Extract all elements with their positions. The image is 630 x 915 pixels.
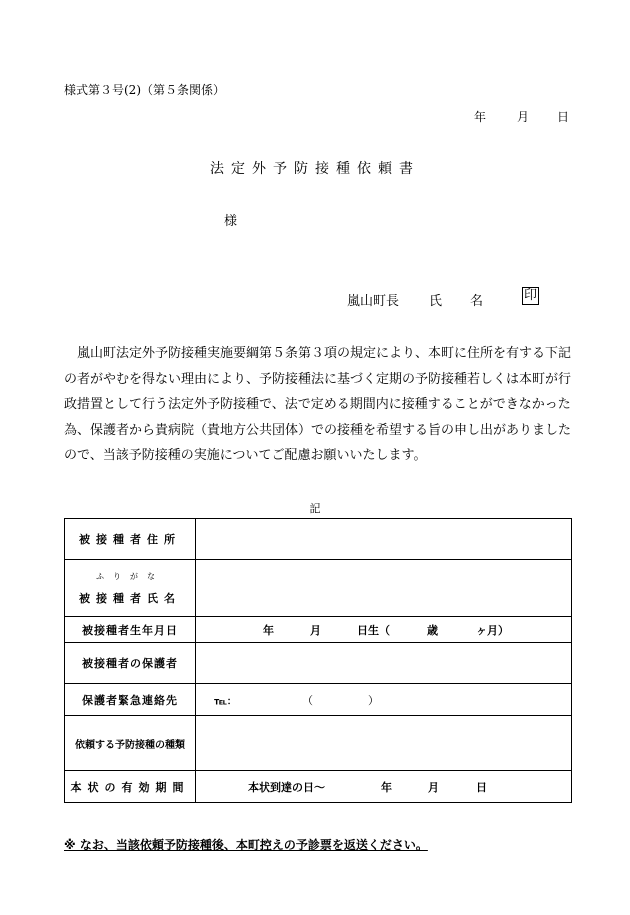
- table-row: [65, 716, 572, 771]
- birth-day-label: 日生（: [357, 623, 390, 637]
- birth-year-label: 年: [263, 623, 274, 637]
- validity-from-label: 本状到達の日～: [248, 780, 325, 794]
- name-label: 被接種者氏名: [79, 591, 181, 605]
- validity-day-label: 日: [476, 780, 487, 794]
- table-row: [65, 643, 572, 684]
- table-row: [65, 684, 572, 716]
- form-number: 様式第３号(2)（第５条関係）: [64, 83, 225, 97]
- birth-month-label: 月: [310, 623, 321, 637]
- body-text: 嵐山町法定外予防接種実施要綱第５条第３項の規定により、本町に住所を有する下記の者がやむを得ない理由により、予防接種法に基づく定期の予防接種若しくは本町が行政措置として行う法定外予防接種で、法で定める期間内に接種することができなかった為、保護者から貴病院（貴地方公共団体）での接種を希望する旨の申し出がありましたので、当該予防接種の実施についてご配慮お願いいたします。: [64, 346, 572, 464]
- name-label-second: 名: [470, 294, 484, 309]
- validity-year-label: 年: [381, 780, 392, 794]
- name-field[interactable]: [196, 560, 572, 617]
- address-label: 被接種者住所: [65, 519, 196, 560]
- vaccine-type-label: 依頼する予防接種の種類: [65, 716, 196, 771]
- birth-age-label: 歳: [427, 623, 438, 637]
- date-month-label: 月: [517, 110, 530, 124]
- seal-mark: 印: [523, 288, 537, 303]
- table-row: [65, 560, 572, 617]
- furigana-label: ふりがな: [96, 571, 164, 581]
- guardian-field[interactable]: [196, 643, 572, 684]
- date-year-label: 年: [474, 110, 487, 124]
- addressee-suffix: 様: [224, 214, 238, 229]
- tel-paren-close: ）: [368, 693, 379, 707]
- ki-heading: 記: [309, 502, 321, 515]
- table-row: [65, 617, 572, 643]
- validity-field[interactable]: [196, 771, 572, 803]
- birth-months-label: ヶ月）: [476, 623, 509, 637]
- request-table: [64, 518, 572, 803]
- mayor-label: 嵐山町長: [347, 294, 400, 309]
- date-day-label: 日: [557, 110, 570, 124]
- name-label-cell: [65, 560, 196, 617]
- tel-label: ℡：: [214, 696, 237, 707]
- table-row: [65, 771, 572, 803]
- tel-paren-open: （: [302, 693, 313, 707]
- document-title: 法定外予防接種依頼書: [210, 161, 420, 177]
- birth-field[interactable]: [196, 617, 572, 643]
- address-field[interactable]: [196, 519, 572, 560]
- validity-label: 本状の有効期間: [65, 771, 196, 803]
- vaccine-type-field[interactable]: [196, 716, 572, 771]
- contact-label: 保護者緊急連絡先: [65, 684, 196, 716]
- body-paragraph: [64, 341, 574, 469]
- guardian-label: 被接種者の保護者: [65, 643, 196, 684]
- table-row: [65, 519, 572, 560]
- footer-note: ※ なお、当該依頼予防接種後、本町控えの予診票を返送ください。: [64, 838, 428, 852]
- birth-label: 被接種者生年月日: [65, 617, 196, 643]
- validity-month-label: 月: [428, 780, 439, 794]
- contact-field[interactable]: [196, 684, 572, 716]
- name-label-first: 氏: [429, 294, 443, 309]
